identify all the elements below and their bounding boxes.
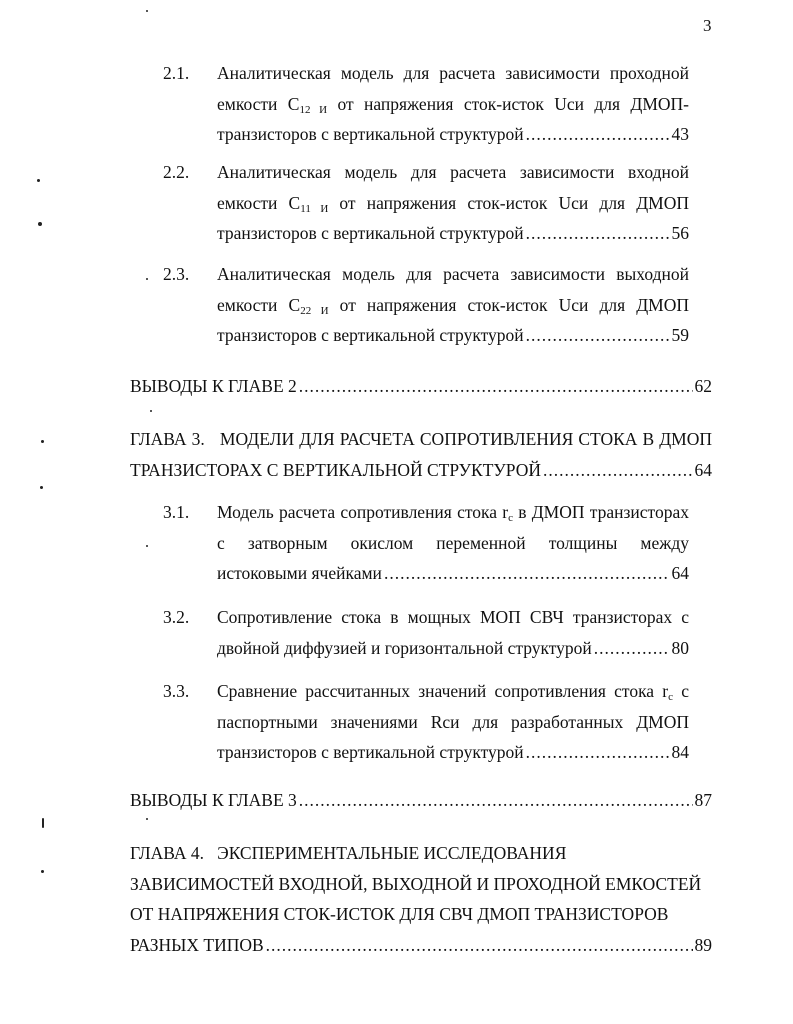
toc-line: ГЛАВА 4. ЭКСПЕРИМЕНТАЛЬНЫЕ ИССЛЕДОВАНИЯ <box>130 843 567 863</box>
dot-leader <box>526 119 670 150</box>
toc-line: Аналитическая модель для расчета зависимости входной <box>217 162 689 182</box>
dot-leader <box>299 785 693 816</box>
page-ref: 62 <box>694 376 712 396</box>
section-number: 3.2. <box>163 607 190 627</box>
scan-speck <box>38 222 42 226</box>
toc-line: ТРАНЗИСТОРАХ С ВЕРТИКАЛЬНОЙ СТРУКТУРОЙ <box>130 459 542 480</box>
toc-line <box>217 89 689 120</box>
scan-speck <box>146 545 148 547</box>
scan-speck <box>37 179 40 182</box>
page-ref: 56 <box>671 223 689 243</box>
subscript: с <box>668 691 674 703</box>
toc-line: ЗАВИСИМОСТЕЙ ВХОДНОЙ, ВЫХОДНОЙ И ПРОХОДНОЙ ЕМКОСТЕЙ <box>130 873 702 894</box>
toc-line <box>217 676 689 707</box>
toc-entry-text <box>217 157 689 249</box>
subscript: с <box>508 512 513 524</box>
scan-speck <box>146 10 148 12</box>
toc-leader-line <box>130 930 712 961</box>
subscript: 22 И <box>300 304 329 317</box>
dot-leader <box>543 455 692 486</box>
text-fragment: от напряжения сток-исток Uси для ДМОП- <box>327 93 689 114</box>
scan-speck <box>41 870 44 873</box>
page-ref: 89 <box>694 934 712 955</box>
toc-leader-line <box>217 737 689 768</box>
toc-leader-line <box>217 119 689 150</box>
toc-leader-line <box>130 455 712 486</box>
scan-speck <box>146 278 148 280</box>
toc-leader-line <box>217 633 689 664</box>
toc-line: двойной диффузией и горизонтальной структурой <box>217 637 592 658</box>
dot-leader <box>299 371 693 402</box>
dot-leader <box>594 633 670 664</box>
toc-leader-line <box>217 558 689 589</box>
toc-line: ВЫВОДЫ К ГЛАВЕ 2 <box>130 376 297 396</box>
toc-line: Аналитическая модель для расчета зависимости проходной <box>217 63 689 83</box>
dot-leader <box>526 320 670 351</box>
text-fragment: Сравнение рассчитанных значений сопротивления стока r <box>217 681 669 701</box>
toc-line <box>217 497 689 528</box>
toc-line: транзисторов с вертикальной структурой <box>217 742 524 762</box>
text-fragment: Модель расчета сопротивления стока r <box>217 502 509 522</box>
dot-leader <box>266 930 693 961</box>
page-ref: 59 <box>671 325 689 345</box>
page-ref: 80 <box>671 637 689 658</box>
toc-entry-conclusions-2 <box>130 371 712 402</box>
toc-leader-line <box>217 320 689 351</box>
toc-line: Аналитическая модель для расчета зависимости выходной <box>217 264 689 284</box>
toc-line <box>217 188 689 219</box>
toc-entry-text <box>217 259 689 351</box>
scan-speck <box>41 440 44 443</box>
toc-line <box>217 290 689 321</box>
page-ref: 64 <box>671 563 689 583</box>
toc-line: паспортными значениями Rси для разработанных ДМОП <box>217 711 689 732</box>
subscript: 12 И <box>299 103 328 116</box>
toc-line: ВЫВОДЫ К ГЛАВЕ 3 <box>130 790 297 810</box>
toc-leader-line <box>130 785 712 816</box>
toc-entry-chapter-3 <box>130 424 712 485</box>
scan-speck <box>146 818 148 820</box>
page-ref: 84 <box>671 742 689 762</box>
toc-line: транзисторов с вертикальной структурой <box>217 223 524 243</box>
dot-leader <box>526 218 670 249</box>
toc-line: с затворным окислом переменной толщины между <box>217 532 689 553</box>
text-fragment: в ДМОП транзисторах <box>513 502 689 522</box>
toc-entry-text <box>217 58 689 150</box>
toc-entry-text <box>217 497 689 589</box>
section-number: 2.3. <box>163 264 190 284</box>
dot-leader <box>526 737 670 768</box>
text-fragment: емкости C <box>217 93 300 114</box>
page-ref: 87 <box>694 790 712 810</box>
text-fragment: емкости C <box>217 294 301 315</box>
toc-line: транзисторов с вертикальной структурой <box>217 325 524 345</box>
toc-entry-text <box>217 602 689 663</box>
dot-leader <box>384 558 670 589</box>
toc-entry-text <box>217 676 689 768</box>
subscript: 11 И <box>300 202 329 215</box>
toc-line: Сопротивление стока в мощных МОП СВЧ транзисторах с <box>217 607 689 627</box>
section-number: 2.1. <box>163 63 190 83</box>
text-fragment: от напряжения сток-исток Uси для ДМОП <box>328 294 690 315</box>
scan-speck <box>40 486 43 489</box>
toc-line: ГЛАВА 3. МОДЕЛИ ДЛЯ РАСЧЕТА СОПРОТИВЛЕНИЯ СТОКА В ДМОП <box>130 429 712 449</box>
toc-entry-chapter-4 <box>130 838 712 960</box>
text-fragment: с <box>673 681 689 701</box>
toc-entry-conclusions-3 <box>130 785 712 816</box>
toc-line: РАЗНЫХ ТИПОВ <box>130 934 264 955</box>
text-fragment: емкости C <box>217 192 301 213</box>
toc-leader-line <box>130 371 712 402</box>
section-number: 3.1. <box>163 502 190 522</box>
page-number: 3 <box>703 16 712 35</box>
section-number: 2.2. <box>163 162 190 182</box>
page-ref: 64 <box>694 459 712 480</box>
page-ref: 43 <box>671 124 689 144</box>
text-fragment: от напряжения сток-исток Uси для ДМОП <box>328 192 690 213</box>
toc-line: истоковыми ячейками <box>217 563 382 583</box>
toc-line: транзисторов с вертикальной структурой <box>217 124 524 144</box>
scan-speck <box>42 818 44 828</box>
toc-line: ОТ НАПРЯЖЕНИЯ СТОК-ИСТОК ДЛЯ СВЧ ДМОП ТРАНЗИСТОРОВ <box>130 904 669 924</box>
scan-speck <box>150 410 152 412</box>
section-number: 3.3. <box>163 681 190 701</box>
toc-leader-line <box>217 218 689 249</box>
